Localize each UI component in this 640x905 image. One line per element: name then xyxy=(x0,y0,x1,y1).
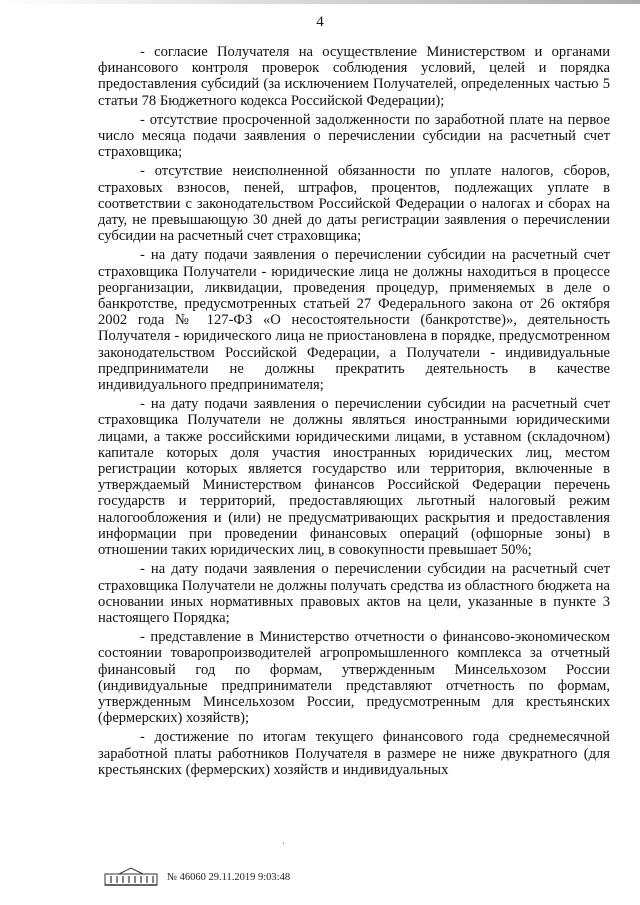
paragraph: - на дату подачи заявления о перечислении субсидии на расчетный счет страховщика Получатели - юридические лица не должны находиться в процессе реорганизации, ликвидации, проведения процедур, применяемых в деле о банкротстве, предусмотренных статьей 27 Федерального закона от 26 октября 2002 года № 127-ФЗ «О несостоятельности (банкротстве)», деятельность Получателя - юридического лица не приостановлена в порядке, предусмотренном законодательством Российской Федерации, а Получатели - индивидуальные предприниматели не должны прекратить деятельность в качестве индивидуального предпринимателя; xyxy=(98,247,610,394)
document-body xyxy=(98,44,610,781)
paragraph: - отсутствие просроченной задолженности по заработной плате на первое число месяца подачи заявления о перечислении субсидии на расчетный счет страховщика; xyxy=(98,111,610,161)
paragraph: - отсутствие неисполненной обязанности по уплате налогов, сборов, страховых взносов, пеней, штрафов, процентов, подлежащих уплате в соответствии с законодательством Российской Федерации о налогах и сборах на дату, не превышающую 30 дней до даты регистрации заявления о перечислении субсидии на расчетный счет страховщика; xyxy=(98,163,610,245)
scan-speck: · xyxy=(282,838,285,848)
paragraph: - на дату подачи заявления о перечислении субсидии на расчетный счет страховщика Получатели не должны получать средства из областного бюджета на основании иных нормативных правовых актов на цели, указанные в пункте 3 настоящего Порядка; xyxy=(98,561,610,626)
scan-top-edge xyxy=(0,0,640,4)
paragraph: - на дату подачи заявления о перечислении субсидии на расчетный счет страховщика Получатели не должны являться иностранными юридическими лицами, а также российскими юридическими лицами, в уставном (складочном) капитале которых доля участия иностранных юридических лиц, местом регистрации которых является государство или территория, включенные в утверждаемый Министерством финансов Российской Федерации перечень государств и территорий, предоставляющих льготный налоговый режим налогообложения и (или) не предусматривающих раскрытия и предоставления информации при проведении финансовых операций (офшорные зоны) в отношении таких юридических лиц, в совокупности превышает 50%; xyxy=(98,396,610,559)
paragraph: - достижение по итогам текущего финансового года среднемесячной заработной платы работников Получателя в размере не ниже двукратного (для крестьянских (фермерских) хозяйств и индивидуальных xyxy=(98,729,610,778)
footer xyxy=(103,866,290,888)
paragraph: - согласие Получателя на осуществление Министерством и органами финансового контроля проверок соблюдения условий, целей и порядка предоставления субсидий (за исключением Получателей, определенных частью 5 статьи 78 Бюджетного кодекса Российской Федерации); xyxy=(98,44,610,109)
building-logo-icon xyxy=(103,867,159,887)
page-number: 4 xyxy=(316,14,324,30)
paragraph: - представление в Министерство отчетности о финансово-экономическом состоянии товаропроизводителей агропромышленного комплекса за отчетный финансовый год по формам, утвержденным Минсельхозом России (индивидуальные предприниматели представляют отчетность по формам, утвержденным Минсельхозом России, предусмотренным для крестьянских (фермерских) хозяйств); xyxy=(98,629,610,727)
document-registration-stamp: № 46060 29.11.2019 9:03:48 xyxy=(167,871,291,883)
